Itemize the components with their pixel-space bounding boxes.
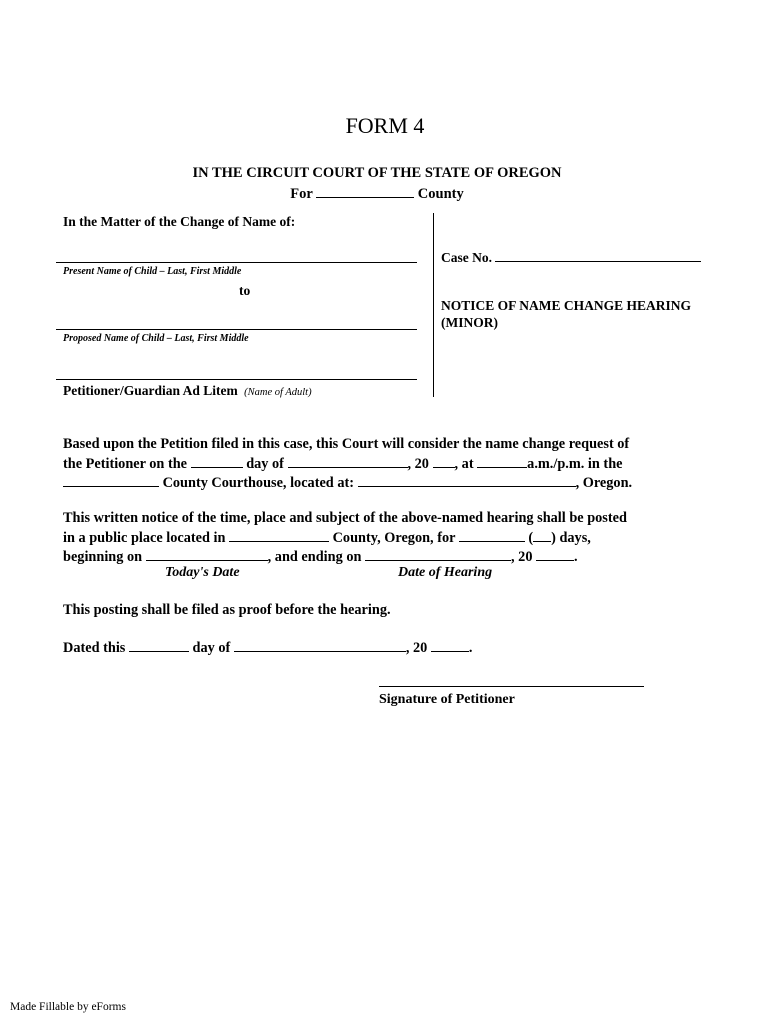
footer-text: Made Fillable by eForms [10, 1001, 126, 1013]
posting-statement: This posting shall be filed as proof before the hearing. [63, 602, 391, 618]
case-no-row [441, 248, 701, 266]
petitioner-name-field[interactable] [56, 379, 417, 380]
court-county-line [0, 184, 754, 203]
dated-text: , 20 [405, 640, 428, 656]
p1-line2 [63, 454, 632, 474]
date-of-hearing-caption: Date of Hearing [398, 565, 493, 580]
petitioner-label: Petitioner/Guardian Ad Litem [63, 383, 238, 398]
hearing-day-field[interactable] [191, 454, 243, 468]
end-date-field[interactable] [365, 547, 511, 561]
p2-text: , and ending on [267, 549, 362, 565]
p1-line1: Based upon the Petition filed in this case, this Court will consider the name change request of [63, 436, 630, 452]
court-heading: IN THE CIRCUIT COURT OF THE STATE OF OREGON [192, 165, 562, 181]
form-title: FORM 4 [345, 113, 425, 138]
signature-label: Signature of Petitioner [379, 692, 515, 707]
dated-text: day of [192, 640, 231, 656]
paragraph-1 [63, 435, 632, 493]
p1-text: the Petitioner on the [63, 455, 188, 472]
courthouse-address-field[interactable] [358, 473, 576, 487]
petitioner-caption: (Name of Adult) [244, 387, 312, 398]
p1-line3 [63, 473, 632, 493]
case-no-field[interactable] [495, 248, 701, 262]
p1-text: , Oregon. [575, 475, 633, 491]
present-name-field[interactable] [56, 262, 417, 263]
dated-month-field[interactable] [234, 638, 406, 652]
posting-county-field[interactable] [229, 528, 329, 542]
dated-year-field[interactable] [431, 638, 469, 652]
present-name-caption: Present Name of Child – Last, First Middle [63, 266, 242, 277]
p2-line3 [63, 547, 627, 567]
court-county-label: County [417, 186, 464, 202]
p2-text: , 20 [511, 549, 533, 565]
p1-text: a.m./p.m. in the [527, 455, 623, 472]
paragraph-2 [63, 509, 627, 567]
courthouse-county-field[interactable] [63, 473, 159, 487]
begin-date-field[interactable] [146, 547, 268, 561]
proposed-name-field[interactable] [56, 329, 417, 330]
dated-text: . [468, 640, 473, 656]
days-words-field[interactable] [459, 528, 525, 542]
case-no-label: Case No. [441, 250, 492, 265]
proposed-name-caption: Proposed Name of Child – Last, First Middle [63, 333, 249, 344]
dated-line [63, 638, 472, 658]
notice-title-line1: NOTICE OF NAME CHANGE HEARING [441, 298, 692, 313]
p2-text: beginning on [63, 549, 143, 565]
p2-text: County, Oregon, for [332, 529, 456, 546]
p2-line1: This written notice of the time, place and subject of the above-named hearing shall be posted [63, 510, 627, 526]
hearing-month-field[interactable] [288, 454, 408, 468]
matter-label: In the Matter of the Change of Name of: [63, 214, 296, 229]
p2-text: ) days, [551, 529, 591, 546]
dated-day-field[interactable] [129, 638, 189, 652]
p2-text: ( [528, 529, 534, 546]
to-label: to [239, 283, 251, 298]
p1-text: County Courthouse, located at: [162, 475, 354, 491]
hearing-year-field[interactable] [433, 454, 455, 468]
notice-title-line2: (MINOR) [441, 315, 498, 330]
p2-text: . [574, 549, 578, 565]
p1-text: , at [454, 455, 474, 472]
dated-text: Dated this [63, 640, 126, 656]
hearing-time-field[interactable] [477, 454, 527, 468]
days-number-field[interactable] [533, 528, 551, 542]
signature-field[interactable] [379, 686, 644, 687]
petitioner-row [63, 383, 312, 399]
p1-text: , 20 [407, 455, 429, 472]
p2-text: in a public place located in [63, 529, 226, 546]
todays-date-caption: Today's Date [165, 565, 240, 580]
end-year-field[interactable] [536, 547, 574, 561]
p2-line2 [63, 528, 627, 548]
court-for-label: For [290, 186, 313, 202]
county-field[interactable] [316, 184, 414, 198]
caption-divider [433, 213, 434, 397]
p1-text: day of [246, 455, 284, 472]
